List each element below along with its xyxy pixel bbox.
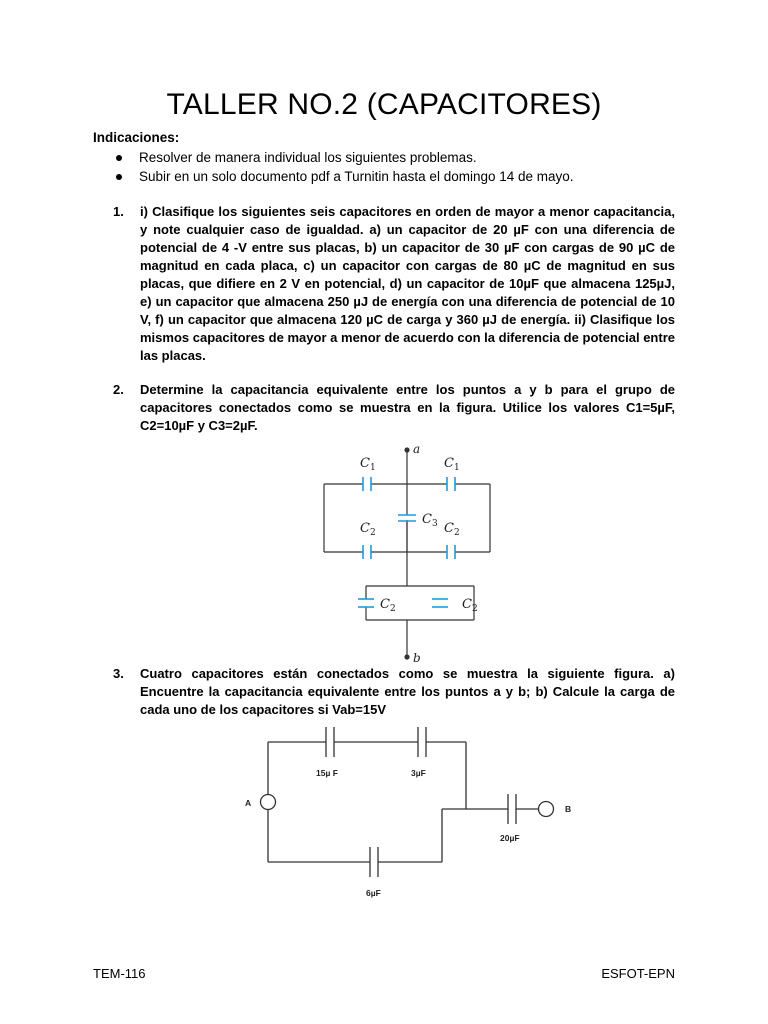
terminal-b-dot (404, 654, 409, 659)
figure-capacitor-network-2 (236, 722, 592, 907)
label-c2-right: $C_2$ (444, 521, 460, 538)
figure-capacitor-network-1 (314, 436, 494, 668)
label-3uf: 3µF (411, 768, 426, 778)
terminal-b-icon (539, 802, 554, 817)
node-b-label: B (565, 804, 572, 814)
indicaciones-heading: Indicaciones: (93, 130, 180, 145)
bullet-icon (116, 155, 122, 161)
list-item-text: Subir en un solo documento pdf a Turnitin hasta el domingo 14 de mayo. (139, 169, 574, 184)
indicaciones-list (112, 148, 574, 186)
label-c2-bottom-left: $C_2$ (380, 597, 396, 614)
problem-1 (113, 203, 675, 365)
terminal-a-dot (404, 447, 409, 452)
problem-number: 2. (113, 382, 124, 397)
node-a-label: a (413, 442, 421, 456)
problem-number: 3. (113, 666, 124, 681)
label-6uf: 6µF (366, 888, 381, 898)
label-15uf: 15µ F (316, 768, 338, 778)
bullet-icon (116, 174, 122, 180)
label-c3: $C_3$ (422, 512, 438, 529)
label-c1-right: $C_1$ (444, 456, 460, 473)
problem-number: 1. (113, 204, 124, 219)
terminal-a-icon (261, 795, 276, 810)
problem-text: Cuatro capacitores están conectados como se muestra la siguiente figura. a) Encuentre la capacitancia equivalente entre los puntos a y b; b) Calcule la carga de cada uno de los capacitores si Vab=15V (140, 666, 675, 717)
problem-2 (113, 381, 675, 435)
label-c2-left: $C_2$ (360, 521, 376, 538)
page-title: TALLER NO.2 (CAPACITORES) (166, 88, 602, 121)
list-item (112, 167, 574, 186)
label-c2-bottom-right: $C_2$ (462, 597, 478, 614)
problem-text: Determine la capacitancia equivalente entre los puntos a y b para el grupo de capacitores conectados como se muestra en la figura. Utilice los valores C1=5µF, C2=10µF y C3=2µF. (140, 382, 675, 433)
label-c1-left: $C_1$ (360, 456, 376, 473)
node-a-label: A (245, 798, 252, 808)
footer-right: ESFOT-EPN (601, 966, 675, 981)
list-item-text: Resolver de manera individual los siguientes problemas. (139, 150, 477, 165)
problem-3 (113, 665, 675, 719)
list-item (112, 148, 574, 167)
label-20uf: 20µF (500, 833, 520, 843)
problem-text: i) Clasifique los siguientes seis capacitores en orden de mayor a menor capacitancia, y note cualquier caso de igualdad. a) un capacitor de 20 µF con una diferencia de potencial de 4 -V entre sus placas, b) un capacitor de 30 µF con cargas de 90 µC de magnitud en cada placa, c) un capacitor con cargas de 80 µC de magnitud en sus placas, que difiere en 2 V en potencial, d) un capacitor de 10µF que almacena 125µJ, e) un capacitor que almacena 250 µJ de energía con una diferencia de potencial de 10 V, f) un capacitor que almacena 120 µC de carga y 360 µJ de energía. ii) Clasifique los mismos capacitores de mayor a menor de acuerdo con la diferencia de potencial entre las placas. (140, 204, 675, 363)
node-b-label: b (413, 651, 421, 665)
footer-left: TEM-116 (93, 966, 146, 981)
